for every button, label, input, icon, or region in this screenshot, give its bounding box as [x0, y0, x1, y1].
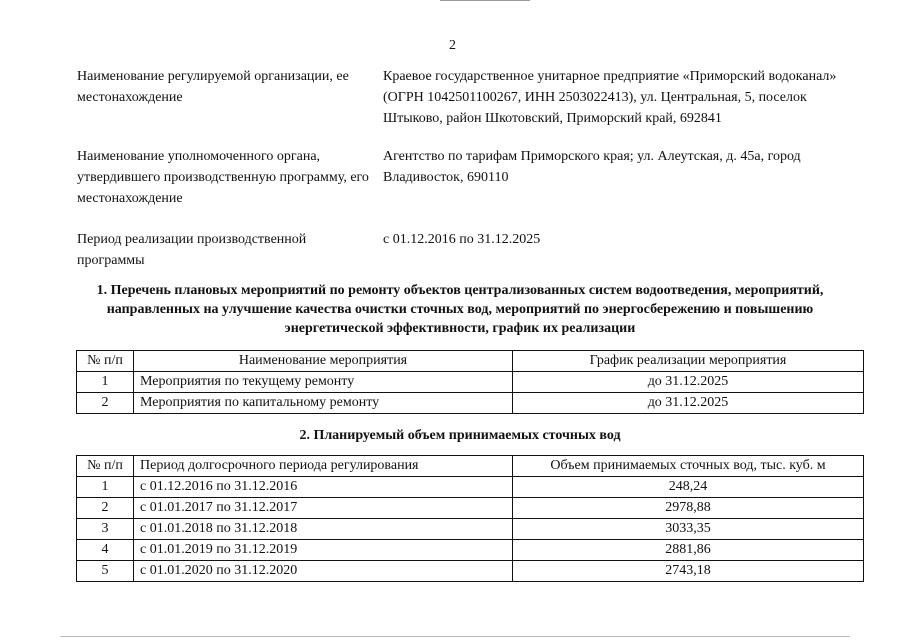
row-number: 3 — [77, 519, 134, 540]
measure-name: Мероприятия по капитальному ремонту — [134, 393, 513, 414]
row-number: 2 — [77, 393, 134, 414]
table-row — [77, 540, 864, 561]
period: с 01.12.2016 по 31.12.2016 — [134, 477, 513, 498]
info-label: Наименование уполномоченного органа, утвердившего производственную программу, его местонахождение — [77, 149, 369, 206]
volume: 248,24 — [513, 477, 864, 498]
section1-title: 1. Перечень плановых мероприятий по ремонту объектов централизованных систем водоотведения, мероприятий, направленных на улучшение качества очистки сточных вод, мероприятий по энергосбережению и повышению энергетической эффективности, график их реализации — [96, 283, 824, 336]
volume: 3033,35 — [513, 519, 864, 540]
measure-name: Мероприятия по текущему ремонту — [134, 372, 513, 393]
header-number: № п/п — [77, 456, 134, 477]
info-value: с 01.12.2016 по 31.12.2025 — [383, 232, 541, 247]
period: с 01.01.2017 по 31.12.2017 — [134, 498, 513, 519]
row-number: 1 — [77, 372, 134, 393]
scan-edge-top — [440, 0, 530, 1]
period: с 01.01.2020 по 31.12.2020 — [134, 561, 513, 582]
info-label: Наименование регулируемой организации, ее местонахождение — [77, 69, 349, 105]
info-label: Период реализации производственной программы — [77, 232, 307, 268]
table-row — [77, 393, 864, 414]
scan-edge-bottom — [60, 636, 850, 637]
header-schedule: График реализации мероприятия — [513, 351, 864, 372]
volume: 2978,88 — [513, 498, 864, 519]
table-row — [77, 519, 864, 540]
measure-schedule: до 31.12.2025 — [513, 372, 864, 393]
period: с 01.01.2018 по 31.12.2018 — [134, 519, 513, 540]
row-number: 5 — [77, 561, 134, 582]
row-number: 2 — [77, 498, 134, 519]
wastewater-volume-table — [76, 455, 864, 582]
table-row — [77, 561, 864, 582]
page-number: 2 — [449, 38, 456, 53]
header-number: № п/п — [77, 351, 134, 372]
info-value: Краевое государственное унитарное предприятие «Приморский водоканал» (ОГРН 1042501100267, ИНН 2503022413), ул. Центральная, 5, поселок Штыково, район Шкотовский, Приморский край, 692841 — [383, 69, 837, 126]
info-value: Агентство по тарифам Приморского края; ул. Алеутская, д. 45а, город Владивосток, 690110 — [383, 149, 801, 185]
table-row — [77, 372, 864, 393]
period: с 01.01.2019 по 31.12.2019 — [134, 540, 513, 561]
measure-schedule: до 31.12.2025 — [513, 393, 864, 414]
table-header-row — [77, 351, 864, 372]
table-header-row — [77, 456, 864, 477]
row-number: 4 — [77, 540, 134, 561]
volume: 2881,86 — [513, 540, 864, 561]
volume: 2743,18 — [513, 561, 864, 582]
repair-measures-table — [76, 350, 864, 414]
table-row — [77, 498, 864, 519]
header-measure-name: Наименование мероприятия — [134, 351, 513, 372]
table-row — [77, 477, 864, 498]
header-volume: Объем принимаемых сточных вод, тыс. куб. м — [513, 456, 864, 477]
row-number: 1 — [77, 477, 134, 498]
section2-title: 2. Планируемый объем принимаемых сточных вод — [299, 428, 621, 443]
header-period: Период долгосрочного периода регулирования — [134, 456, 513, 477]
